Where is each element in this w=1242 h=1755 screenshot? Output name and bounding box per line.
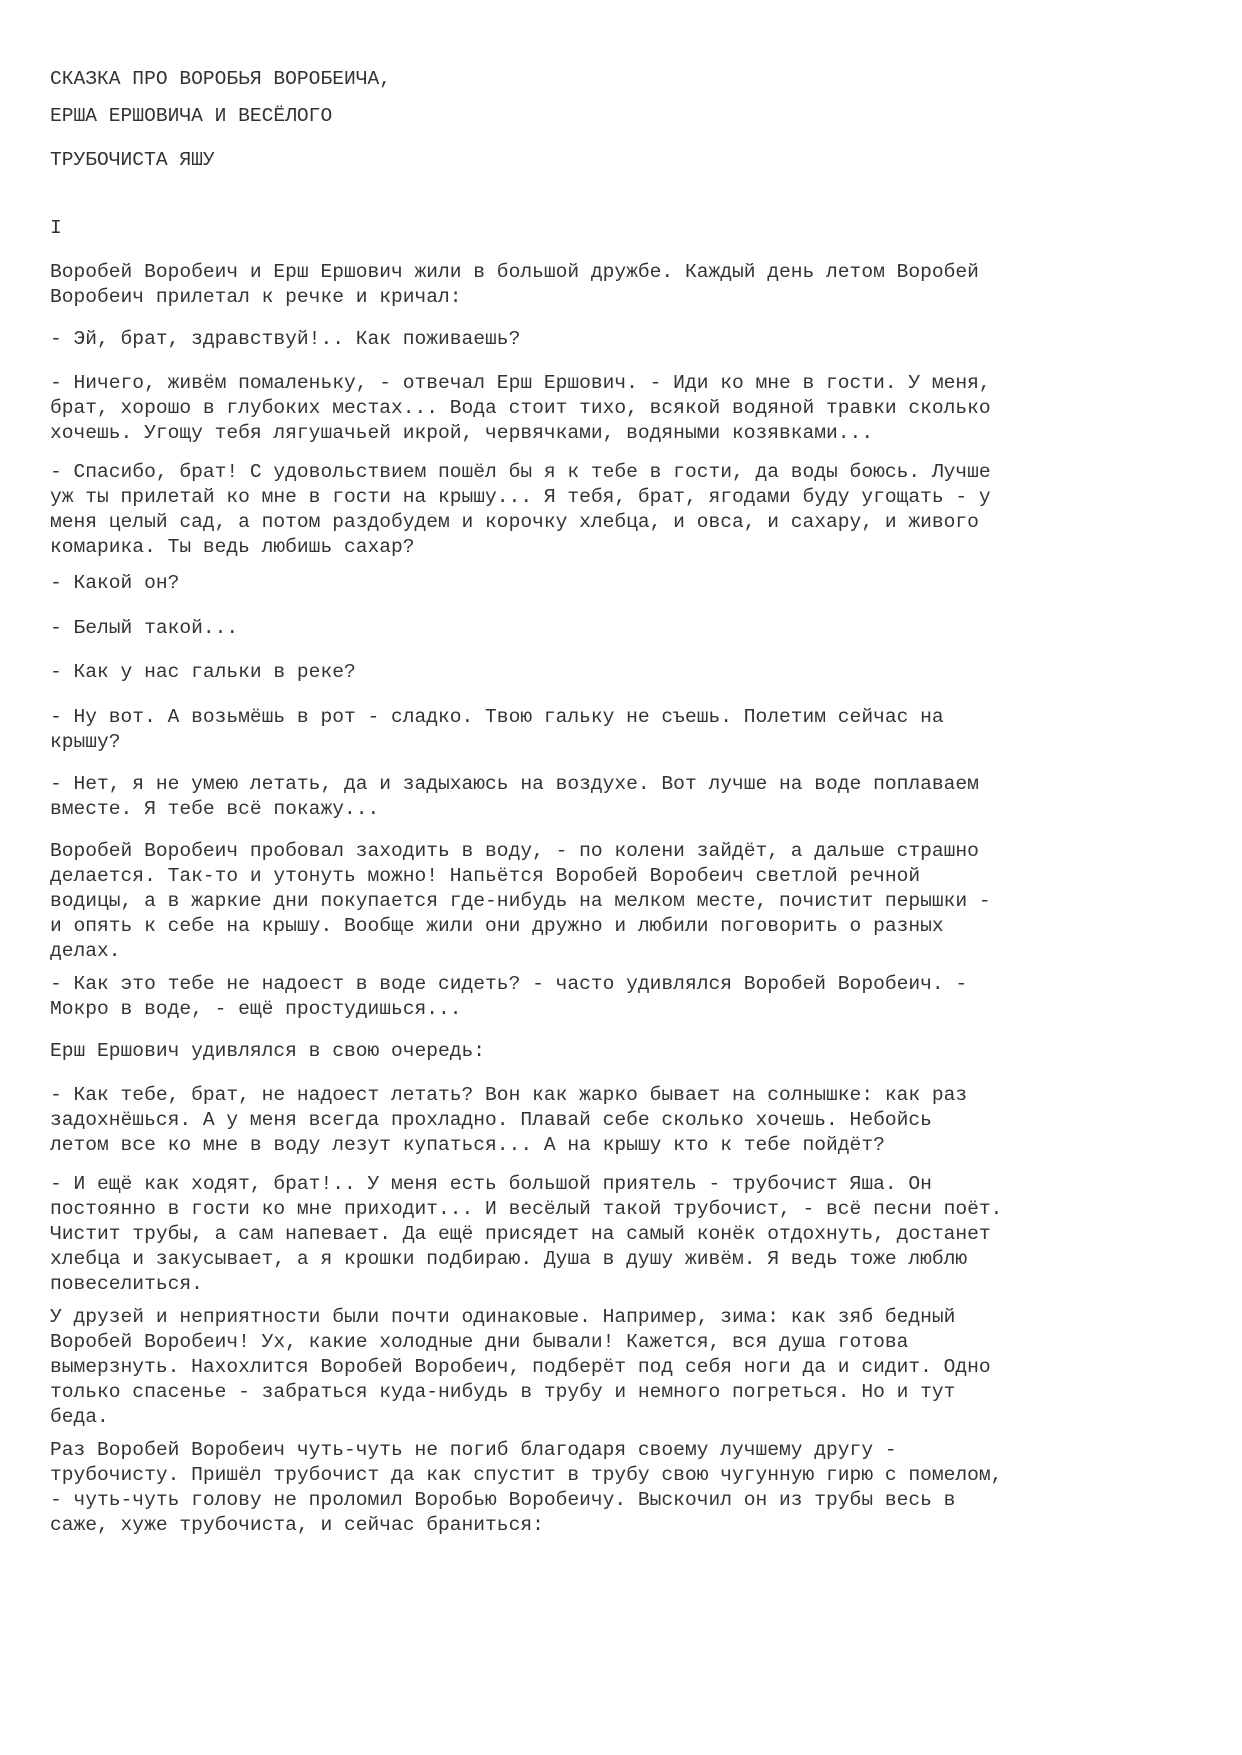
paragraph-15: У друзей и неприятности были почти одинаковые. Например, зима: как зяб бедный Воробей Воробеич! Ух, какие холодные дни бывали! Кажется, вся душа готова вымерзнуть. Нахохлится Воробей Воробеич, подберёт под себя ноги да и сидит. Одно только спасенье - забраться куда-нибудь в трубу и немного погреться. Но и тут беда. — [50, 1306, 991, 1428]
paragraph-3: - Ничего, живём помаленьку, - отвечал Ерш Ершович. - Иди ко мне в гости. У меня, брат, хорошо в глубоких местах... Вода стоит тихо, всякой водяной травки сколько хочешь. Угощу тебя лягушачьей икрой, червячками, водяными козявками... — [50, 372, 991, 444]
paragraph-6: - Белый такой... — [50, 617, 239, 639]
chapter-number: I — [50, 217, 62, 239]
paragraph-14: - И ещё как ходят, брат!.. У меня есть большой приятель - трубочист Яша. Он постоянно в гости ко мне приходит... И весёлый такой трубочист, - всё песни поёт. Чистит трубы, а сам напевает. Да ещё присядет на самый конёк отдохнуть, достанет хлебца и закусывает, а я крошки подбираю. Душа в душу живём. Я ведь тоже люблю повеселиться. — [50, 1173, 1003, 1295]
title-line-1: СКАЗКА ПРО ВОРОБЬЯ ВОРОБЕИЧА, — [50, 68, 391, 90]
paragraph-7: - Как у нас гальки в реке? — [50, 661, 356, 683]
paragraph-10: Воробей Воробеич пробовал заходить в воду, - по колени зайдёт, а дальше страшно делается. Так-то и утонуть можно! Напьётся Воробей Воробеич светлой речной водицы, а в жаркие дни покупается где-нибудь на мелком месте, почистит перышки - и опять к себе на крышу. Вообще жили они дружно и любили поговорить о разных делах. — [50, 840, 991, 962]
paragraph-5: - Какой он? — [50, 572, 180, 594]
paragraph-4: - Спасибо, брат! С удовольствием пошёл бы я к тебе в гости, да воды боюсь. Лучше уж ты прилетай ко мне в гости на крышу... Я тебя, брат, ягодами буду угощать - у меня целый сад, а потом раздобудем и корочку хлебца, и овса, и сахару, и живого комарика. Ты ведь любишь сахар? — [50, 461, 991, 558]
paragraph-1: Воробей Воробеич и Ерш Ершович жили в большой дружбе. Каждый день летом Воробей Воробеич прилетал к речке и кричал: — [50, 261, 979, 308]
paragraph-2: - Эй, брат, здравствуй!.. Как поживаешь? — [50, 328, 521, 350]
paragraph-11: - Как это тебе не надоест в воде сидеть? - часто удивлялся Воробей Воробеич. - Мокро в воде, - ещё простудишься... — [50, 973, 968, 1020]
title-line-2: ЕРША ЕРШОВИЧА И ВЕСЁЛОГО — [50, 105, 333, 127]
title-line-3: ТРУБОЧИСТА ЯШУ — [50, 149, 215, 171]
paragraph-12: Ерш Ершович удивлялся в свою очередь: — [50, 1040, 486, 1062]
paragraph-8: - Ну вот. А возьмёшь в рот - сладко. Твою гальку не съешь. Полетим сейчас на крышу? — [50, 706, 944, 753]
paragraph-16: Раз Воробей Воробеич чуть-чуть не погиб благодаря своему лучшему другу - трубочисту. Пришёл трубочист да как спустит в трубу свою чугунную гирю с помелом, - чуть-чуть голову не проломил Воробью Воробеичу. Выскочил он из трубы весь в саже, хуже трубочиста, и сейчас браниться: — [50, 1439, 1003, 1536]
paragraph-13: - Как тебе, брат, не надоест летать? Вон как жарко бывает на солнышке: как раз задохнёшься. А у меня всегда прохладно. Плавай себе сколько хочешь. Небойсь летом все ко мне в воду лезут купаться... А на крышу кто к тебе пойдёт? — [50, 1084, 968, 1156]
paragraph-9: - Нет, я не умею летать, да и задыхаюсь на воздухе. Вот лучше на воде поплаваем вместе. Я тебе всё покажу... — [50, 773, 979, 820]
